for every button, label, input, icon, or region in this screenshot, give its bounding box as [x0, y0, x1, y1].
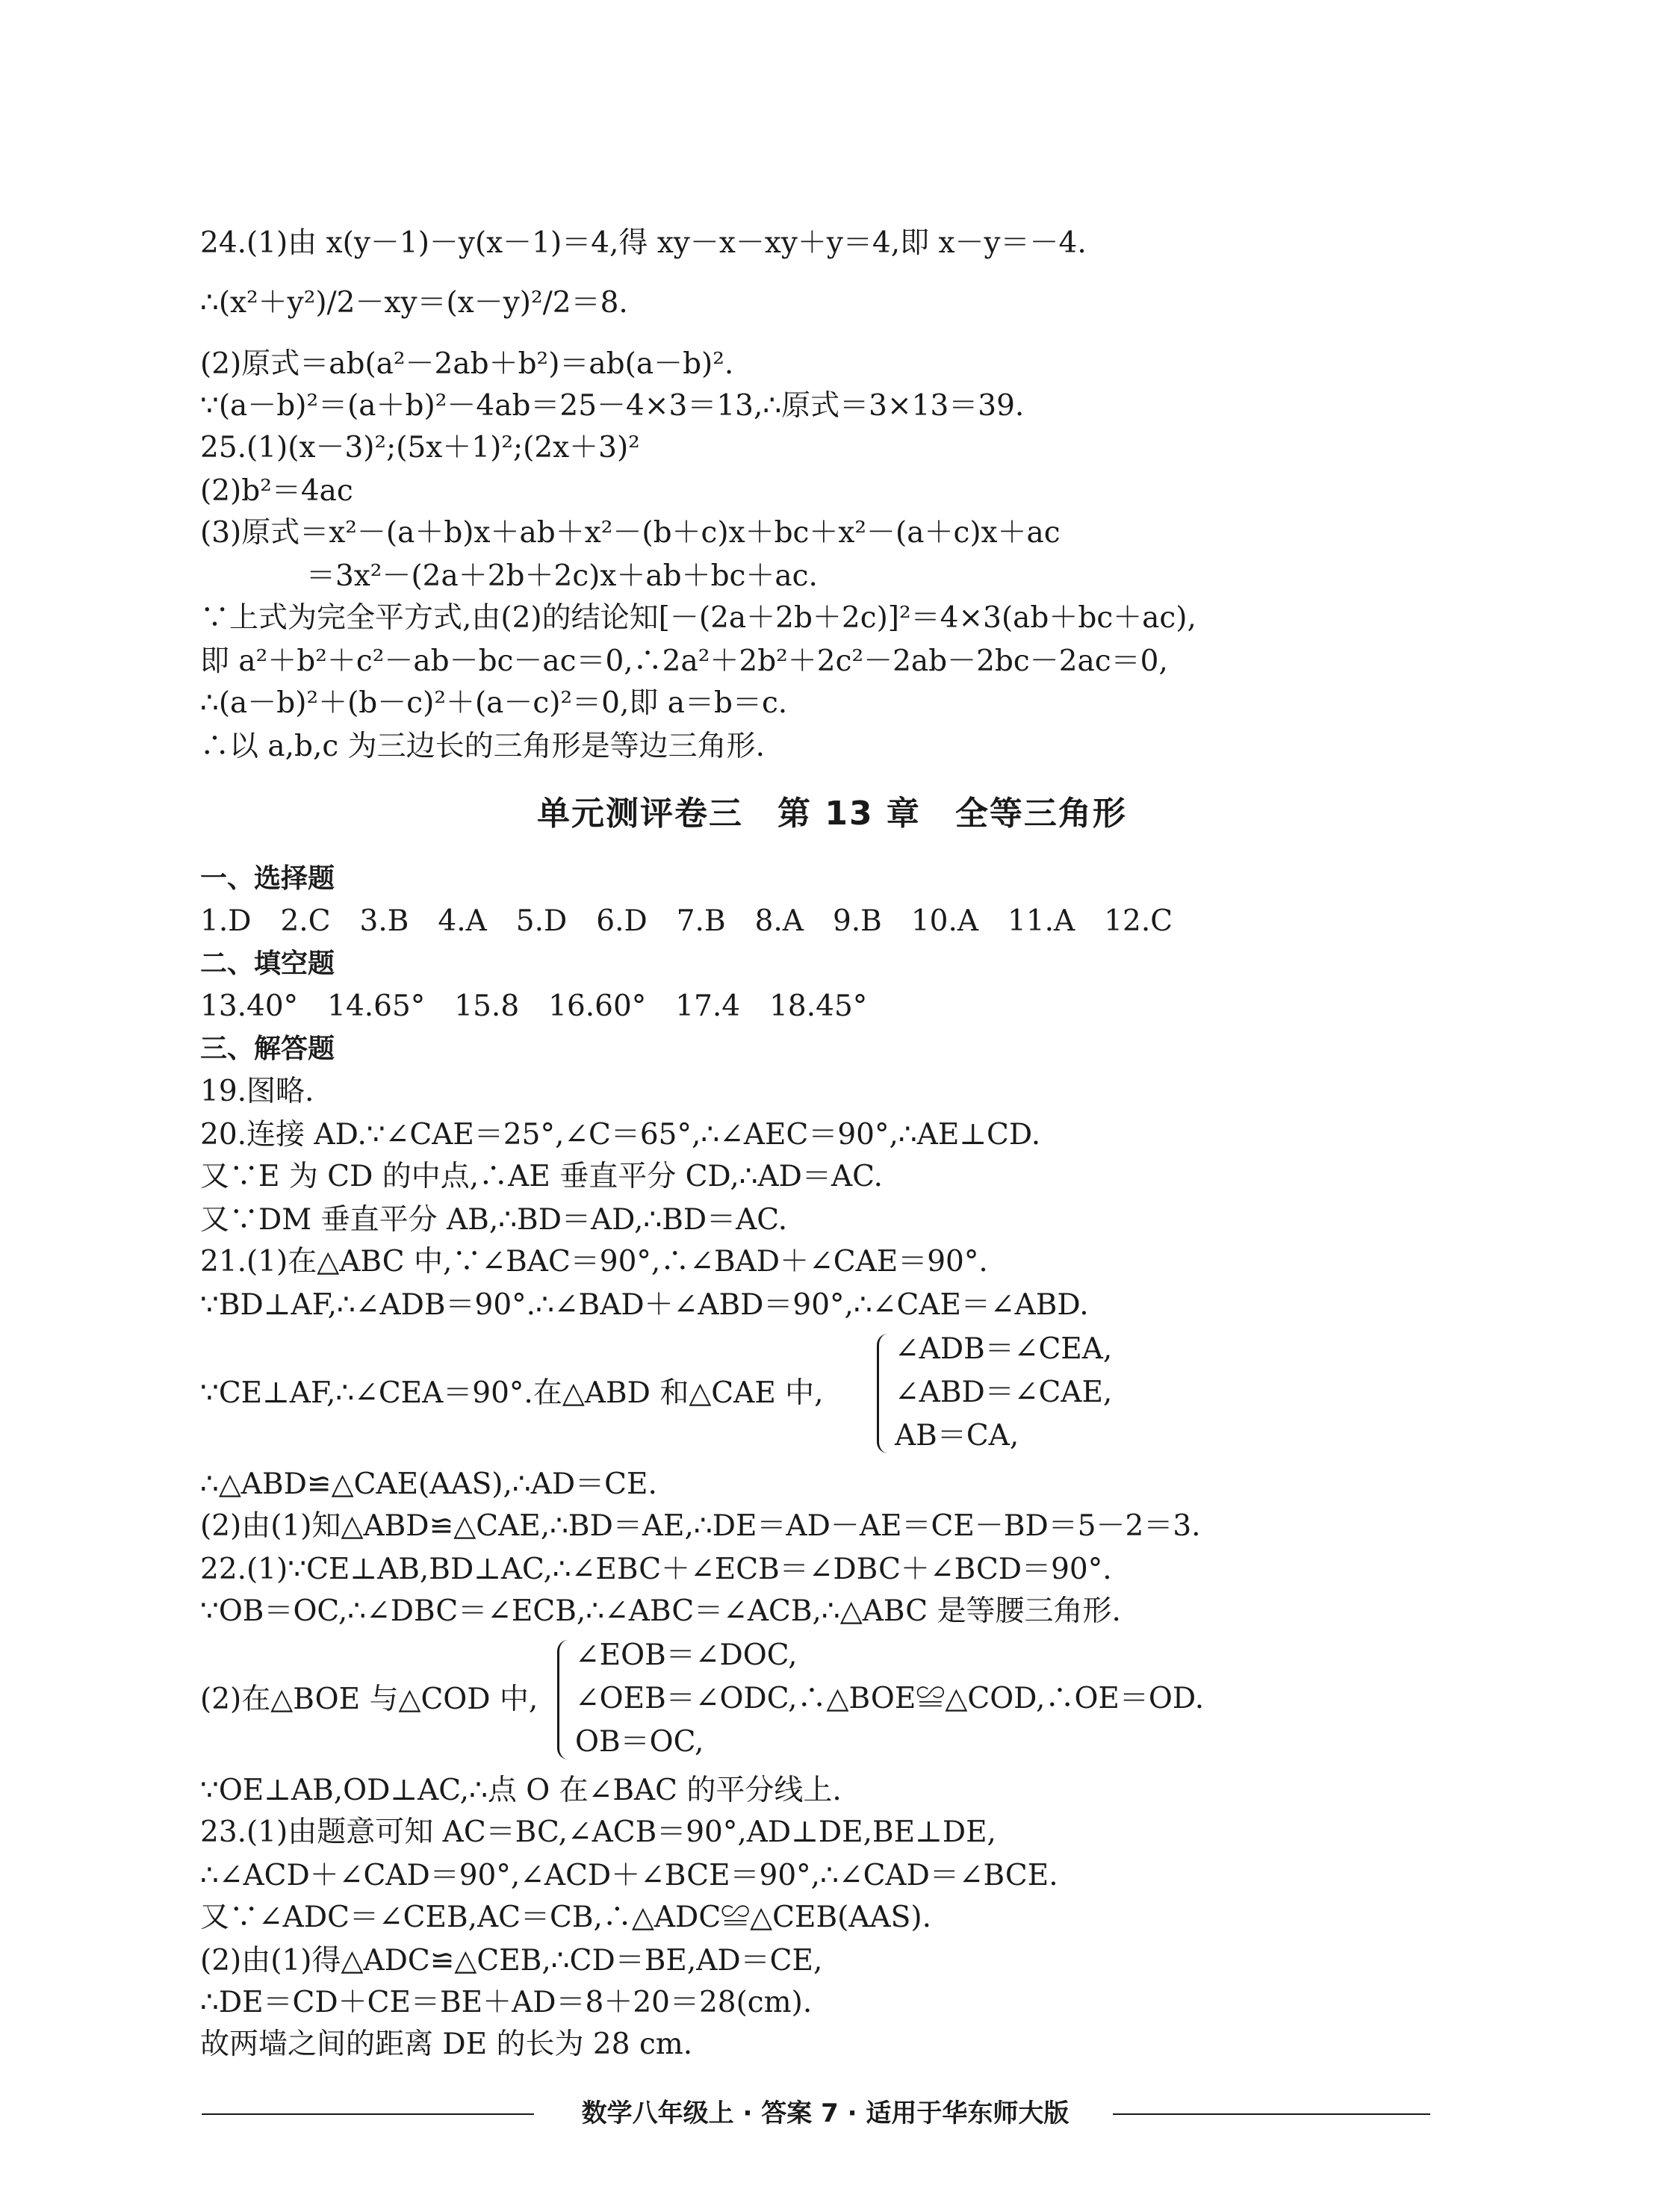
- left-brace: [557, 1640, 568, 1759]
- answer-22-system: [200, 1634, 1470, 1768]
- system-eq-3: OB＝OC,: [575, 1725, 704, 1759]
- answer-23-2-line2: ∴DE＝CD＋CE＝BE＋AD＝8＋20＝28(cm).: [200, 1986, 813, 2019]
- answer-21-1: 21.(1)在△ABC 中,∵∠BAC＝90°,∴∠BAD＋∠CAE＝90°.: [200, 1245, 988, 1279]
- answer-24-1-result: ∴(x²＋y²)/2－xy＝(x－y)²/2＝8.: [200, 286, 628, 320]
- choice-answers: 1.D 2.C 3.B 4.A 5.D 6.D 7.B 8.A 9.B 10.A 11.A 12.C: [200, 904, 1173, 938]
- footer-rule-right: [1113, 2113, 1430, 2115]
- answer-21-system: [200, 1328, 1470, 1462]
- answer-25-3-step2: 即 a²＋b²＋c²－ab－bc－ac＝0,∴2a²＋2b²＋2c²－2ab－2bc－2ac＝0,: [200, 644, 1168, 678]
- answer-24-2: (2)原式＝ab(a²－2ab＋b²)＝ab(a－b)².: [200, 347, 734, 381]
- system-eq-3: AB＝CA,: [895, 1419, 1019, 1453]
- system-lead-text: ∵CE⊥AF,∴∠CEA＝90°.在△ABD 和△CAE 中,: [200, 1376, 824, 1410]
- answer-22-1-line2: ∵OB＝OC,∴∠DBC＝∠ECB,∴∠ABC＝∠ACB,∴△ABC 是等腰三角形.: [200, 1594, 1121, 1628]
- answer-23-1: 23.(1)由题意可知 AC＝BC,∠ACB＝90°,AD⊥DE,BE⊥DE,: [200, 1815, 996, 1849]
- system-eq-2: ∠OEB＝∠ODC,∴△BOE≌△COD,∴OE＝OD.: [575, 1682, 1205, 1715]
- footer-rule-left: [202, 2113, 534, 2115]
- section-solve-heading: 三、解答题: [200, 1034, 335, 1064]
- fill-answers: 13.40° 14.65° 15.8 16.60° 17.4 18.45°: [200, 990, 868, 1023]
- section-fill-heading: 二、填空题: [200, 948, 335, 979]
- section-choice-heading: 一、选择题: [200, 863, 335, 894]
- answer-25-3-step3: ∴(a－b)²＋(b－c)²＋(a－c)²＝0,即 a＝b＝c.: [200, 686, 788, 720]
- answer-20-line2: 又∵E 为 CD 的中点,∴AE 垂直平分 CD,∴AD＝AC.: [200, 1160, 883, 1193]
- answer-23-1-line2: ∴∠ACD＋∠CAD＝90°,∠ACD＋∠BCE＝90°,∴∠CAD＝∠BCE.: [200, 1859, 1058, 1892]
- system-equations: [575, 1634, 1204, 1764]
- answer-25-3: (3)原式＝x²－(a＋b)x＋ab＋x²－(b＋c)x＋bc＋x²－(a＋c)x＋ac: [200, 516, 1061, 550]
- answer-21-1-line2: ∵BD⊥AF,∴∠ADB＝90°.∴∠BAD＋∠ABD＝90°,∴∠CAE＝∠ABD.: [200, 1288, 1089, 1322]
- answer-24-2-result: ∵(a－b)²＝(a＋b)²－4ab＝25－4×3＝13,∴原式＝3×13＝39.: [200, 389, 1025, 423]
- answer-23-conclusion: 故两墙之间的距离 DE 的长为 28 cm.: [200, 2028, 693, 2061]
- answer-24-1: 24.(1)由 x(y－1)－y(x－1)＝4,得 xy－x－xy＋y＝4,即 x－y＝－4.: [200, 226, 1087, 260]
- answer-22-1: 22.(1)∵CE⊥AB,BD⊥AC,∴∠EBC＋∠ECB＝∠DBC＋∠BCD＝90°.: [200, 1553, 1112, 1586]
- page-footer: [0, 2091, 1664, 2136]
- answer-25-3-conclusion: ∴以 a,b,c 为三边长的三角形是等边三角形.: [200, 730, 766, 763]
- answer-21-1-result: ∴△ABD≌△CAE(AAS),∴AD＝CE.: [200, 1467, 657, 1501]
- answer-20-line3: 又∵DM 垂直平分 AB,∴BD＝AD,∴BD＝AC.: [200, 1203, 788, 1237]
- system-eq-1: ∠ADB＝∠CEA,: [895, 1332, 1113, 1366]
- system-eq-2: ∠ABD＝∠CAE,: [895, 1376, 1113, 1409]
- system-equations: [895, 1328, 1112, 1458]
- answer-21-2: (2)由(1)知△ABD≌△CAE,∴BD＝AE,∴DE＝AD－AE＝CE－BD＝5－2＝3.: [200, 1509, 1201, 1543]
- answer-23-1-line3: 又∵∠ADC＝∠CEB,AC＝CB,∴△ADC≌△CEB(AAS).: [200, 1901, 931, 1934]
- answer-25-2: (2)b²＝4ac: [200, 474, 353, 508]
- answer-23-2: (2)由(1)得△ADC≌△CEB,∴CD＝BE,AD＝CE,: [200, 1944, 823, 1978]
- answer-22-2-result: ∵OE⊥AB,OD⊥AC,∴点 O 在∠BAC 的平分线上.: [200, 1774, 842, 1807]
- answer-20: 20.连接 AD.∵∠CAE＝25°,∠C＝65°,∴∠AEC＝90°,∴AE⊥CD.: [200, 1118, 1041, 1152]
- answer-25-1: 25.(1)(x－3)²;(5x＋1)²;(2x＋3)²: [200, 431, 640, 465]
- footer-text: 数学八年级上 · 答案 7 · 适用于华东师大版: [581, 2098, 1070, 2128]
- system-lead-text: (2)在△BOE 与△COD 中,: [200, 1683, 538, 1716]
- unit-title: 单元测评卷三 第 13 章 全等三角形: [537, 795, 1127, 833]
- left-brace: [877, 1334, 888, 1453]
- answer-25-3-cont: ＝3x²－(2a＋2b＋2c)x＋ab＋bc＋ac.: [306, 559, 818, 593]
- answer-25-3-step1: ∵上式为完全平方式,由(2)的结论知[－(2a＋2b＋2c)]²＝4×3(ab＋bc＋ac),: [200, 601, 1196, 635]
- answer-19: 19.图略.: [200, 1075, 314, 1108]
- system-eq-1: ∠EOB＝∠DOC,: [575, 1638, 798, 1672]
